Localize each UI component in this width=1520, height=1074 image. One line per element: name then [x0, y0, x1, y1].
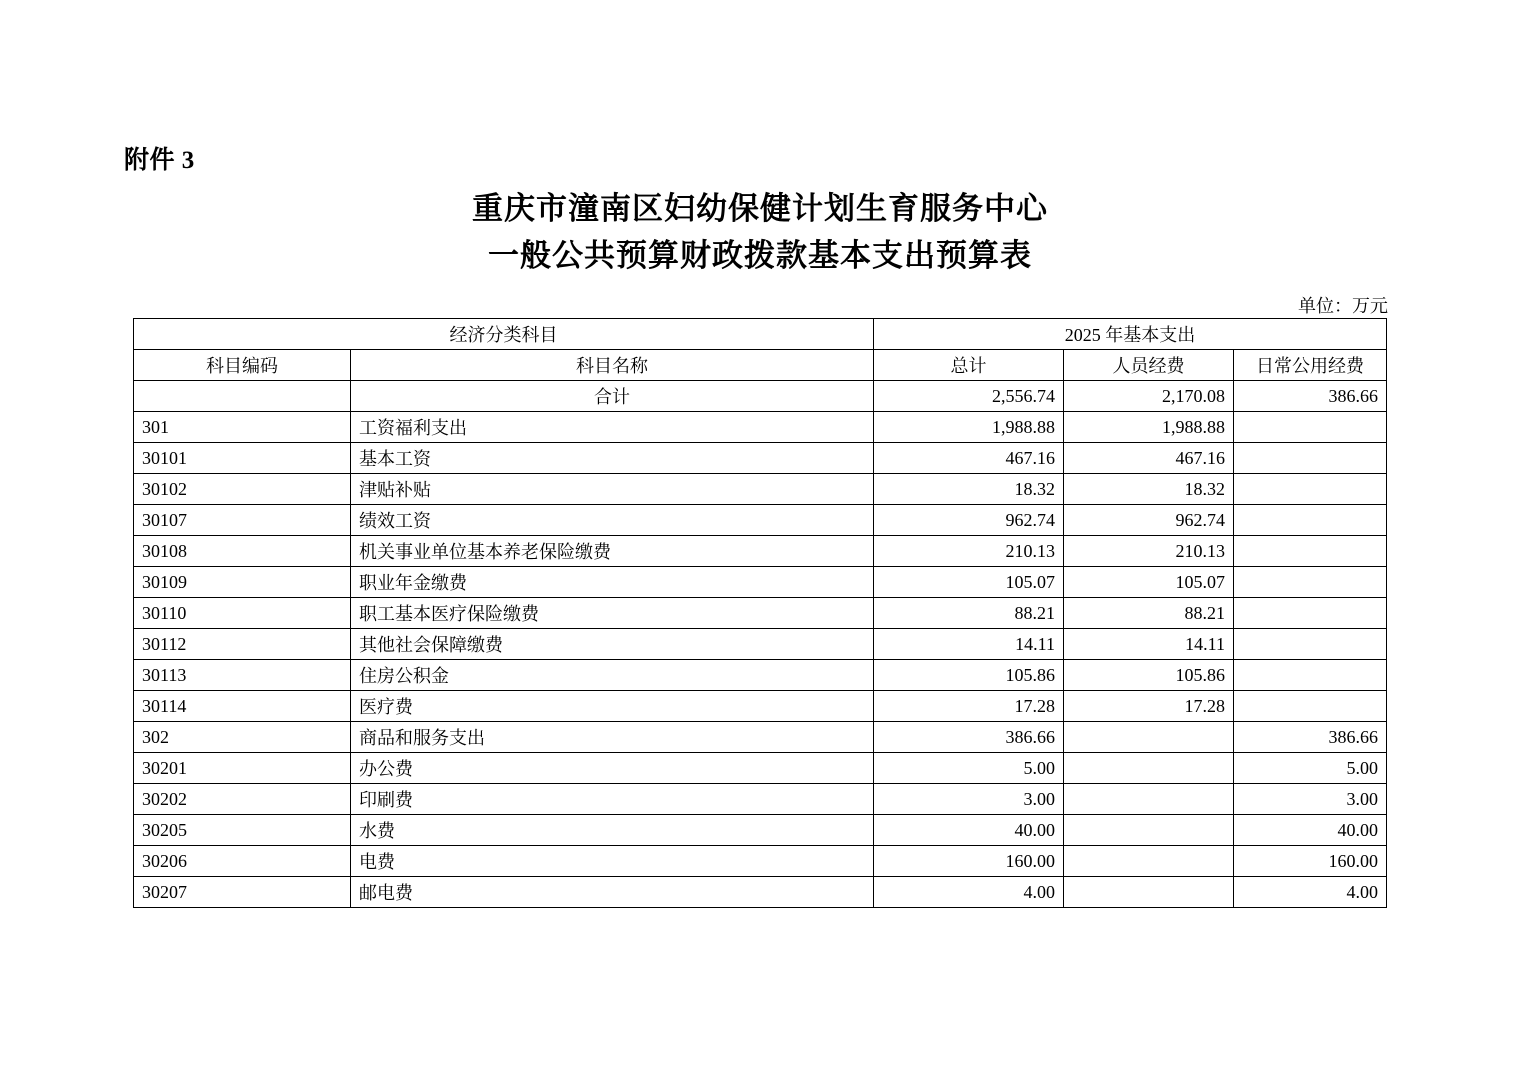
cell-code: 30114 [134, 691, 351, 722]
cell-name: 合计 [351, 381, 874, 412]
cell-code: 30206 [134, 846, 351, 877]
cell-name: 其他社会保障缴费 [351, 629, 874, 660]
cell-name: 医疗费 [351, 691, 874, 722]
cell-daily [1234, 536, 1387, 567]
cell-personnel [1064, 784, 1234, 815]
page-title-line-2: 一般公共预算财政拨款基本支出预算表 [488, 238, 1032, 273]
cell-code: 30112 [134, 629, 351, 660]
column-header-daily: 日常公用经费 [1234, 350, 1387, 381]
table-row [134, 722, 1387, 753]
cell-code: 30201 [134, 753, 351, 784]
cell-code [134, 381, 351, 412]
cell-personnel [1064, 815, 1234, 846]
cell-total: 1,988.88 [874, 412, 1064, 443]
cell-daily: 40.00 [1234, 815, 1387, 846]
cell-total: 14.11 [874, 629, 1064, 660]
cell-daily [1234, 412, 1387, 443]
cell-total: 386.66 [874, 722, 1064, 753]
cell-code: 30108 [134, 536, 351, 567]
table-row [134, 815, 1387, 846]
table-row [134, 691, 1387, 722]
table-row [134, 567, 1387, 598]
cell-total: 17.28 [874, 691, 1064, 722]
cell-daily: 160.00 [1234, 846, 1387, 877]
cell-name: 职工基本医疗保险缴费 [351, 598, 874, 629]
table-row [134, 443, 1387, 474]
group-header-economic-classification: 经济分类科目 [134, 319, 874, 350]
table-row [134, 536, 1387, 567]
document-title-block [0, 185, 1520, 279]
cell-code: 30113 [134, 660, 351, 691]
cell-total: 105.86 [874, 660, 1064, 691]
cell-daily: 386.66 [1234, 381, 1387, 412]
cell-code: 30202 [134, 784, 351, 815]
table-row [134, 846, 1387, 877]
cell-total: 2,556.74 [874, 381, 1064, 412]
cell-code: 30107 [134, 505, 351, 536]
cell-personnel: 2,170.08 [1064, 381, 1234, 412]
cell-personnel [1064, 753, 1234, 784]
table-row [134, 381, 1387, 412]
cell-code: 302 [134, 722, 351, 753]
cell-personnel: 105.07 [1064, 567, 1234, 598]
cell-daily [1234, 505, 1387, 536]
cell-personnel: 18.32 [1064, 474, 1234, 505]
cell-name: 绩效工资 [351, 505, 874, 536]
cell-name: 办公费 [351, 753, 874, 784]
table-header [134, 319, 1387, 381]
cell-personnel [1064, 846, 1234, 877]
cell-code: 30101 [134, 443, 351, 474]
column-header-total: 总计 [874, 350, 1064, 381]
table-row [134, 474, 1387, 505]
table-row [134, 753, 1387, 784]
cell-personnel: 105.86 [1064, 660, 1234, 691]
column-header-name: 科目名称 [351, 350, 874, 381]
column-header-code: 科目编码 [134, 350, 351, 381]
cell-code: 30207 [134, 877, 351, 908]
cell-total: 4.00 [874, 877, 1064, 908]
cell-personnel: 17.28 [1064, 691, 1234, 722]
cell-total: 160.00 [874, 846, 1064, 877]
cell-code: 30205 [134, 815, 351, 846]
cell-personnel: 14.11 [1064, 629, 1234, 660]
table-row [134, 412, 1387, 443]
table-row [134, 784, 1387, 815]
cell-name: 职业年金缴费 [351, 567, 874, 598]
cell-name: 津贴补贴 [351, 474, 874, 505]
cell-name: 电费 [351, 846, 874, 877]
cell-daily: 3.00 [1234, 784, 1387, 815]
cell-total: 40.00 [874, 815, 1064, 846]
cell-daily [1234, 443, 1387, 474]
cell-daily [1234, 598, 1387, 629]
cell-name: 水费 [351, 815, 874, 846]
cell-name: 机关事业单位基本养老保险缴费 [351, 536, 874, 567]
cell-code: 30110 [134, 598, 351, 629]
cell-total: 962.74 [874, 505, 1064, 536]
cell-personnel: 1,988.88 [1064, 412, 1234, 443]
cell-personnel [1064, 722, 1234, 753]
table-row [134, 660, 1387, 691]
table-row [134, 598, 1387, 629]
table-row [134, 505, 1387, 536]
column-header-personnel: 人员经费 [1064, 350, 1234, 381]
cell-total: 88.21 [874, 598, 1064, 629]
cell-code: 30102 [134, 474, 351, 505]
attachment-label: 附件 3 [124, 147, 195, 174]
cell-name: 商品和服务支出 [351, 722, 874, 753]
cell-name: 工资福利支出 [351, 412, 874, 443]
page-title-line-1: 重庆市潼南区妇幼保健计划生育服务中心 [472, 191, 1048, 226]
cell-total: 210.13 [874, 536, 1064, 567]
cell-total: 3.00 [874, 784, 1064, 815]
cell-code: 301 [134, 412, 351, 443]
cell-personnel: 88.21 [1064, 598, 1234, 629]
cell-daily [1234, 660, 1387, 691]
cell-total: 467.16 [874, 443, 1064, 474]
cell-daily: 5.00 [1234, 753, 1387, 784]
budget-table [133, 318, 1387, 908]
table-row [134, 629, 1387, 660]
cell-personnel: 962.74 [1064, 505, 1234, 536]
cell-daily [1234, 691, 1387, 722]
group-header-basic-expenditure: 2025 年基本支出 [874, 319, 1387, 350]
cell-daily [1234, 567, 1387, 598]
cell-personnel [1064, 877, 1234, 908]
cell-name: 住房公积金 [351, 660, 874, 691]
cell-daily: 4.00 [1234, 877, 1387, 908]
cell-name: 邮电费 [351, 877, 874, 908]
cell-daily [1234, 629, 1387, 660]
unit-note: 单位：万元 [1298, 296, 1388, 316]
table-body [134, 381, 1387, 908]
table-row [134, 877, 1387, 908]
cell-personnel: 467.16 [1064, 443, 1234, 474]
cell-name: 基本工资 [351, 443, 874, 474]
cell-daily [1234, 474, 1387, 505]
cell-daily: 386.66 [1234, 722, 1387, 753]
cell-name: 印刷费 [351, 784, 874, 815]
cell-total: 18.32 [874, 474, 1064, 505]
table-column-header-row [134, 350, 1387, 381]
cell-total: 5.00 [874, 753, 1064, 784]
cell-total: 105.07 [874, 567, 1064, 598]
cell-personnel: 210.13 [1064, 536, 1234, 567]
table-group-header-row [134, 319, 1387, 350]
cell-code: 30109 [134, 567, 351, 598]
